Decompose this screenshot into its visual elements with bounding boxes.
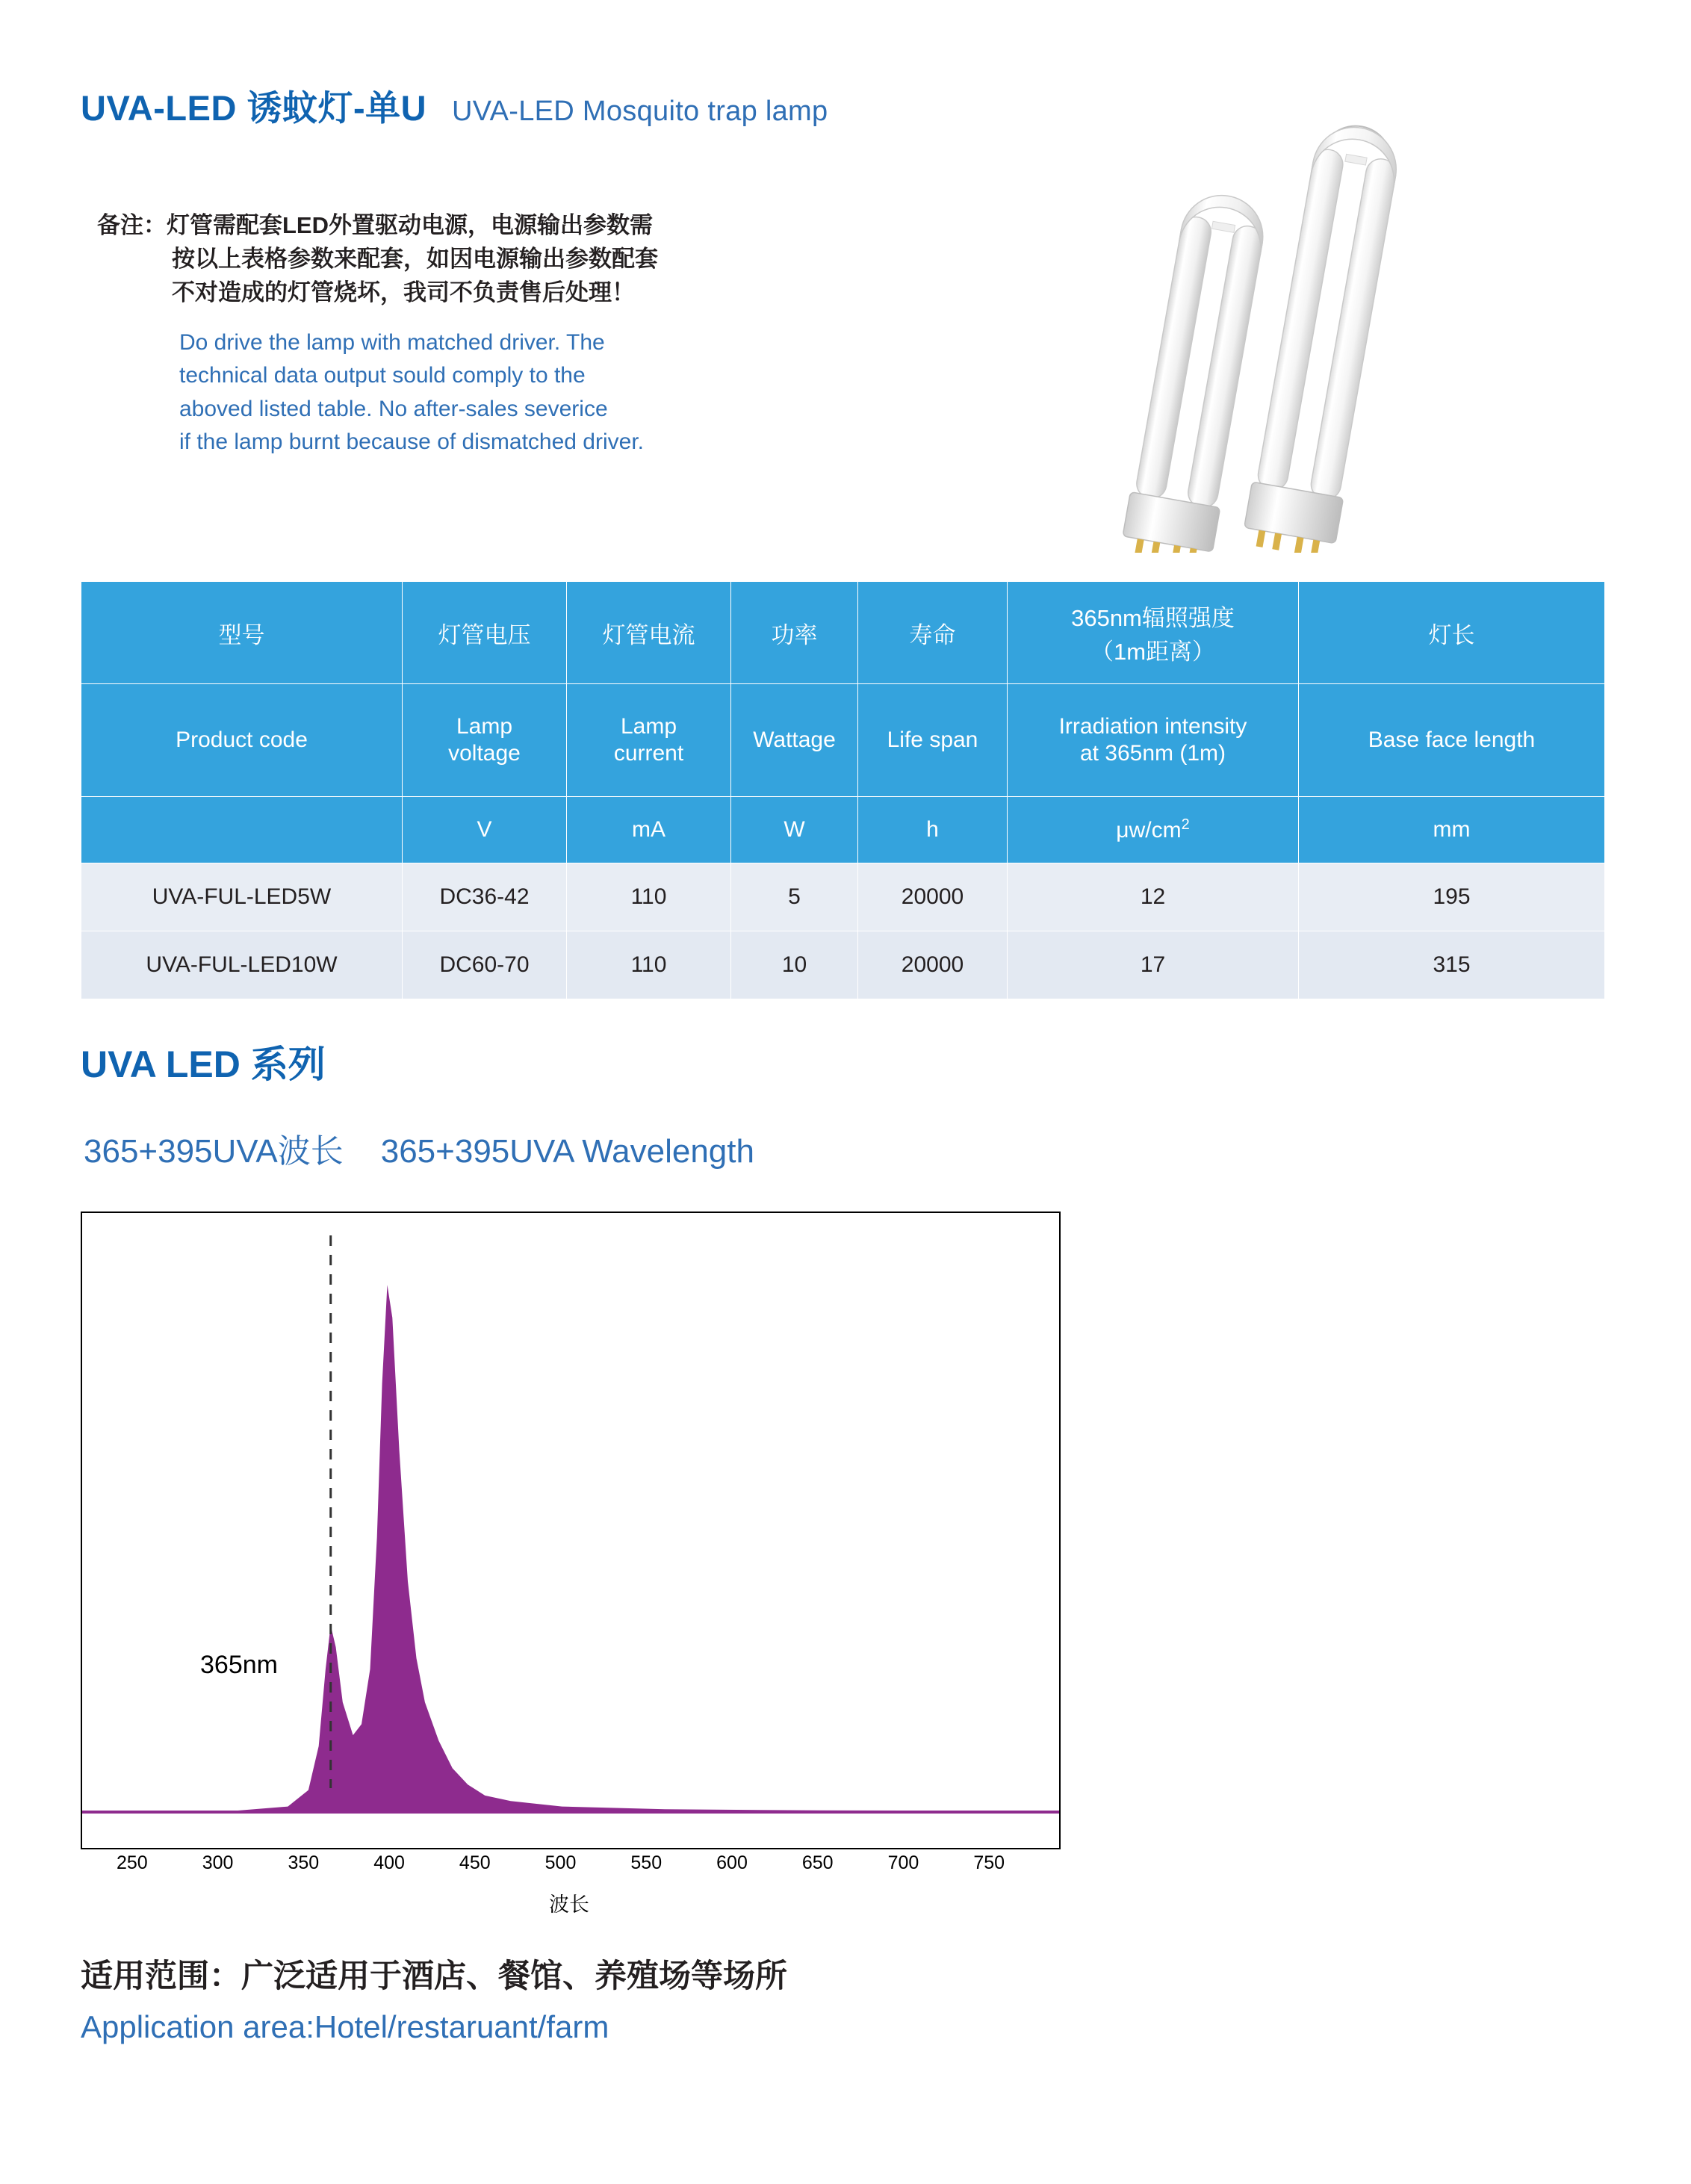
peak-wavelength-label: 365nm — [200, 1651, 278, 1679]
header-cn-irradiation — [1008, 582, 1299, 684]
header-cn-irradiation-line2: （1m距离） — [1090, 639, 1216, 665]
table-row — [81, 931, 1605, 999]
x-tick-250: 250 — [116, 1852, 148, 1873]
application-area-en: Application area:Hotel/restaruant/farm — [81, 2009, 609, 2044]
specification-table — [81, 581, 1605, 999]
section-subtitle-wavelength — [84, 1124, 754, 1172]
header-cn-lamp-current: 灯管电流 — [567, 582, 731, 684]
page-header — [81, 81, 828, 131]
page-title-en: UVA-LED Mosquito trap lamp — [452, 96, 828, 127]
x-tick-350: 350 — [288, 1852, 320, 1873]
unit-irradiation-superscript: 2 — [1181, 816, 1190, 833]
header-en-wattage: Wattage — [731, 684, 858, 797]
page-title-cn: UVA-LED 诱蚊灯-单U — [81, 88, 427, 128]
application-area-cn: 适用范围：广泛适用于酒店、餐馆、养殖场等场所 — [81, 1958, 787, 1994]
x-tick-300: 300 — [202, 1852, 234, 1873]
header-en-irradiation-line1: Irradiation intensity — [1058, 714, 1247, 739]
unit-current: mA — [567, 797, 731, 863]
remark-en-line-2: technical data output sould comply to the — [179, 363, 586, 388]
header-cn-wattage: 功率 — [731, 582, 858, 684]
header-en-lamp-voltage — [403, 684, 567, 797]
unit-voltage: V — [403, 797, 567, 863]
header-cn-life-span: 寿命 — [858, 582, 1008, 684]
unit-irradiation-text: μw/cm — [1116, 818, 1182, 843]
unit-product-code — [81, 797, 403, 863]
header-cn-irradiation-line1: 365nm辐照强度 — [1071, 605, 1235, 631]
row2-length: 315 — [1299, 931, 1605, 999]
header-en-lamp-voltage-line1: Lamp — [456, 714, 513, 739]
header-cn-lamp-voltage: 灯管电压 — [403, 582, 567, 684]
table-header-row-cn — [81, 582, 1605, 684]
chart-x-axis-ticks — [81, 1852, 1058, 1882]
remark-cn-text-1: 灯管需配套LED外置驱动电源，电源输出参数需 — [167, 212, 653, 238]
header-en-product-code: Product code — [81, 684, 403, 797]
remark-cn-line-1 — [97, 209, 814, 243]
remark-en-line-4: if the lamp burnt because of dismatched driver. — [179, 429, 645, 454]
x-tick-650: 650 — [801, 1852, 834, 1873]
remark-en-line-1: Do drive the lamp with matched driver. The — [179, 329, 605, 355]
header-en-base-face-length: Base face length — [1299, 684, 1605, 797]
row2-wattage: 10 — [731, 931, 858, 999]
table-header-row-en — [81, 684, 1605, 797]
remark-english — [97, 326, 814, 459]
product-photo-u-shaped-lamp — [986, 90, 1554, 553]
row1-current: 110 — [567, 863, 731, 931]
header-en-lamp-current-line2: current — [613, 741, 684, 766]
unit-irradiation — [1008, 797, 1299, 863]
chart-x-axis-label: 波长 — [549, 1893, 589, 1916]
header-en-life-span: Life span — [858, 684, 1008, 797]
row1-voltage: DC36-42 — [403, 863, 567, 931]
row1-length: 195 — [1299, 863, 1605, 931]
row1-life-span: 20000 — [858, 863, 1008, 931]
header-en-irradiation-line2: at 365nm (1m) — [1079, 741, 1226, 766]
spectrum-chart — [81, 1212, 1061, 1849]
row2-product-code: UVA-FUL-LED10W — [81, 931, 403, 999]
x-tick-750: 750 — [973, 1852, 1005, 1873]
remark-cn-line-3: 不对造成的灯管烧坏，我司不负责售后处理！ — [172, 279, 635, 305]
section-subtitle-en: 365+395UVA Wavelength — [380, 1133, 754, 1170]
unit-wattage: W — [731, 797, 858, 863]
x-tick-700: 700 — [887, 1852, 919, 1873]
header-cn-base-face-length: 灯长 — [1299, 582, 1605, 684]
x-tick-500: 500 — [544, 1852, 577, 1873]
row2-voltage: DC60-70 — [403, 931, 567, 999]
remark-block — [97, 209, 814, 459]
header-en-lamp-current-line1: Lamp — [620, 714, 677, 739]
row1-wattage: 5 — [731, 863, 858, 931]
unit-life-span: h — [858, 797, 1008, 863]
table-units-row — [81, 797, 1605, 863]
header-cn-product-code: 型号 — [81, 582, 403, 684]
header-en-lamp-current — [567, 684, 731, 797]
section-subtitle-cn: 365+395UVA波长 — [84, 1133, 344, 1170]
header-en-irradiation — [1008, 684, 1299, 797]
table-row — [81, 863, 1605, 931]
row1-product-code: UVA-FUL-LED5W — [81, 863, 403, 931]
remark-label: 备注： — [97, 212, 167, 238]
x-tick-550: 550 — [630, 1852, 663, 1873]
x-tick-450: 450 — [459, 1852, 491, 1873]
remark-en-line-3: aboved listed table. No after-sales severice — [179, 396, 608, 421]
row2-current: 110 — [567, 931, 731, 999]
unit-length: mm — [1299, 797, 1605, 863]
row2-irradiation: 17 — [1008, 931, 1299, 999]
header-en-lamp-voltage-line2: voltage — [448, 741, 521, 766]
spectrum-curve — [82, 1285, 1059, 1812]
x-tick-600: 600 — [716, 1852, 748, 1873]
section-title-uva-led-series: UVA LED 系列 — [81, 1043, 326, 1085]
x-tick-400: 400 — [373, 1852, 405, 1873]
remark-chinese — [97, 209, 814, 310]
row2-life-span: 20000 — [858, 931, 1008, 999]
row1-irradiation: 12 — [1008, 863, 1299, 931]
remark-cn-line-2: 按以上表格参数来配套，如因电源输出参数配套 — [172, 245, 658, 272]
